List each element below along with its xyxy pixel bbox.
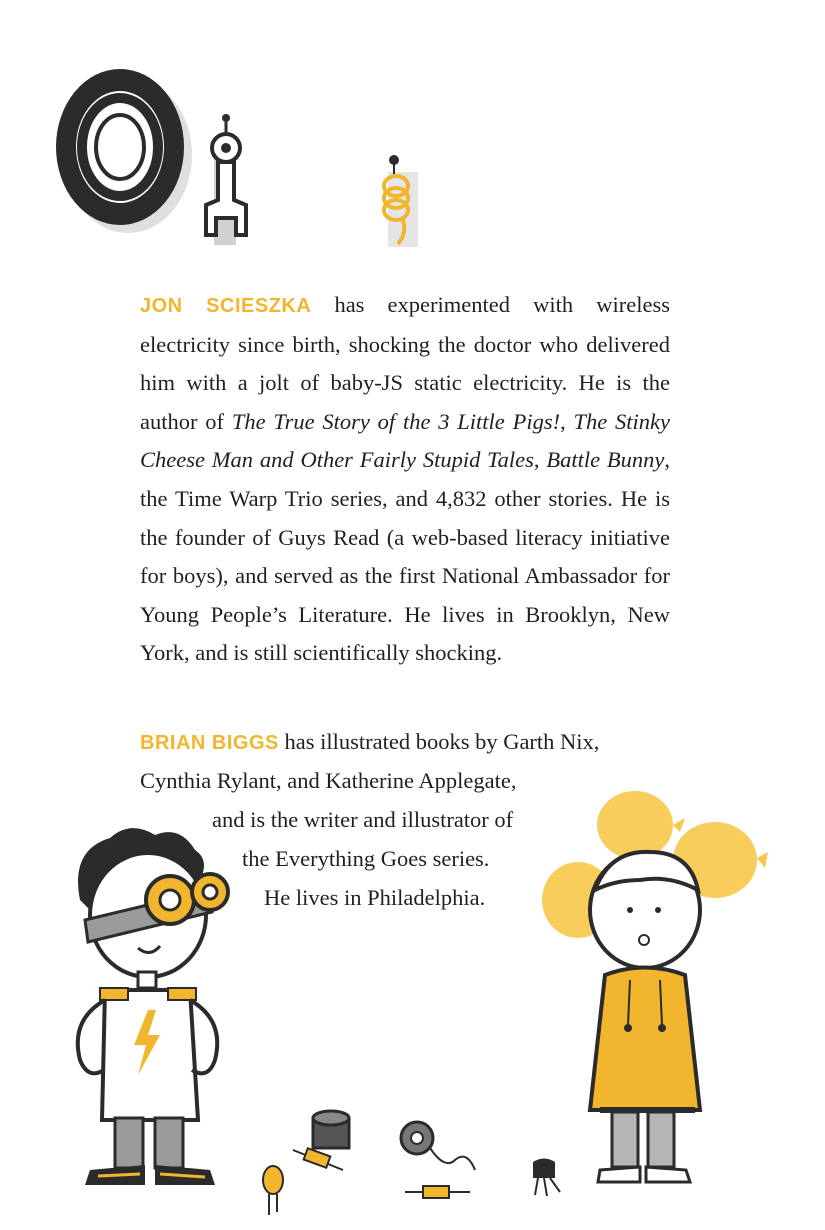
bio-line: the Everything Goes series. [242, 846, 490, 871]
separator: , [560, 408, 574, 434]
bio-line: Cynthia Rylant, and Katherine Applegate, [140, 768, 517, 793]
separator: , [533, 447, 547, 473]
tire-icon [50, 55, 200, 245]
illustrator-name: BRIAN BIGGS [140, 732, 279, 754]
bio-jon-scieszka [140, 286, 670, 673]
book-title: Battle Bunny [546, 447, 665, 473]
book-title: The True Story of the 3 Little Pigs! [231, 408, 561, 434]
electronic-parts-icon [255, 1100, 585, 1220]
bio-text: , the Time Warp Trio series, and 4,832 other stories. He is the founder of Guys Read (a web-based literacy initiative for boys), and served as the first National Ambassador for Young People’s Literature. He lives in Brooklyn, New York, and is still scientifically shocking. [140, 447, 670, 666]
coil-icon [374, 152, 424, 252]
book-title: The Stinky Cheese Man and Other Fairly Stupid Tales [140, 408, 671, 473]
bio-text: has illustrated books by Garth Nix, [278, 729, 600, 754]
author-name: JON SCIESZKA [140, 295, 312, 317]
bio-line: and is the writer and illustrator of [212, 807, 514, 832]
bio-line: He lives in Philadelphia. [264, 885, 486, 910]
robot-boy-icon [60, 820, 250, 1190]
wrench-icon [196, 110, 256, 250]
bio-line [140, 723, 599, 763]
bio-text: has experimented with wireless electricity since birth, shocking the doctor who delivered him with a jolt of baby-JS static electricity. He is the author of [140, 292, 670, 434]
